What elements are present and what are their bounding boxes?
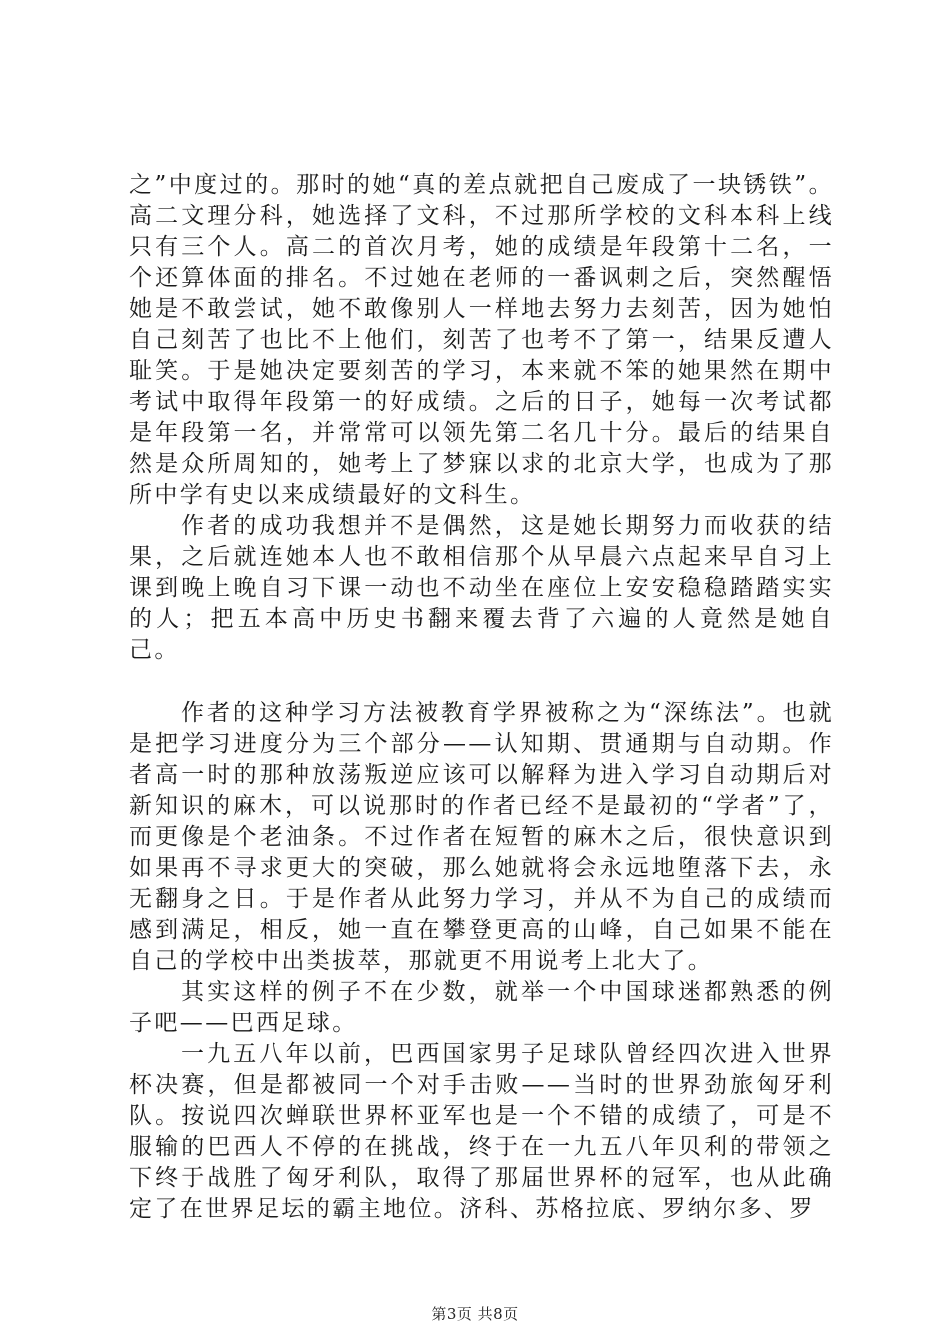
body-text <box>129 170 834 1225</box>
paragraph-4: 其实这样的例子不在少数，就举一个中国球迷都熟悉的例子吧——巴西足球。 <box>129 979 834 1036</box>
page-number-footer: 第3页 共8页 <box>431 1305 519 1323</box>
paragraph-spacer <box>129 666 834 698</box>
paragraph-2: 作者的成功我想并不是偶然，这是她长期努力而收获的结果，之后就连她本人也不敢相信那个从早晨六点起来早自习上课到晚上晚自习下课一动也不动坐在座位上安安稳稳踏踏实实的人；把五本高中历史书翻来覆去背了六遍的人竟然是她自己。 <box>129 513 834 663</box>
paragraph-5: 一九五八年以前，巴西国家男子足球队曾经四次进入世界杯决赛，但是都被同一个对手击败——当时的世界劲旅匈牙利队。按说四次蝉联世界杯亚军也是一个不错的成绩了，可是不服输的巴西人不停的在挑战，终于在一九五八年贝利的带领之下终于战胜了匈牙利队，取得了那届世界杯的冠军，也从此确定了在世界足坛的霸主地位。济科、苏格拉底、罗纳尔多、罗 <box>129 1041 834 1222</box>
paragraph-1: 之”中度过的。那时的她“真的差点就把自己废成了一块锈铁”。高二文理分科，她选择了文科，不过那所学校的文科本科上线只有三个人。高二的首次月考，她的成绩是年段第十二名，一个还算体面的排名。不过她在老师的一番讽刺之后，突然醒悟她是不敢尝试，她不敢像别人一样地去努力去刻苦，因为她怕自己刻苦了也比不上他们，刻苦了也考不了第一，结果反遭人耻笑。于是她决定要刻苦的学习，本来就不笨的她果然在期中考试中取得年段第一的好成绩。之后的日子，她每一次考试都是年段第一名，并常常可以领先第二名几十分。最后的结果自然是众所周知的，她考上了梦寐以求的北京大学，也成为了那所中学有史以来成绩最好的文科生。 <box>129 172 834 508</box>
paragraph-3: 作者的这种学习方法被教育学界被称之为“深练法”。也就是把学习进度分为三个部分——认知期、贯通期与自动期。作者高一时的那种放荡叛逆应该可以解释为进入学习自动期后对新知识的麻木，可以说那时的作者已经不是最初的“学者”了，而更像是个老油条。不过作者在短暂的麻木之后，很快意识到如果再不寻求更大的突破，那么她就将会永远地堕落下去，永无翻身之日。于是作者从此努力学习，并从不为自己的成绩而感到满足，相反，她一直在攀登更高的山峰，自己如果不能在自己的学校中出类拔萃，那就更不用说考上北大了。 <box>129 700 834 974</box>
